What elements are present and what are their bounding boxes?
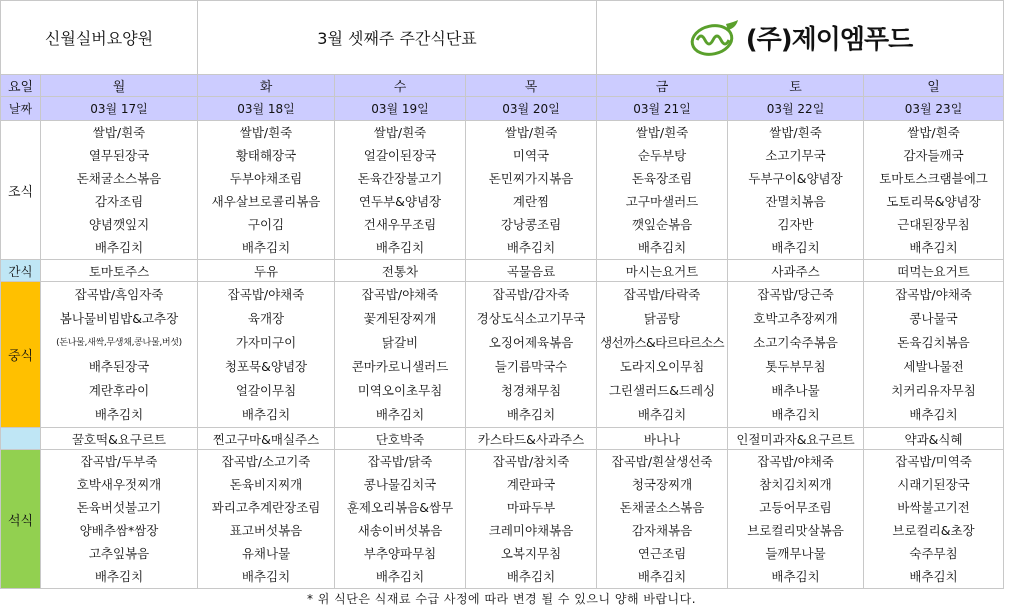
menu-item: 치커리유자무침 [891,382,976,398]
menu-item: 닭곰탕 [643,310,681,326]
org-name: 신월실버요양원 [1,1,198,75]
menu-item: 건새우무조림 [363,217,437,232]
dinner-mon [41,450,198,589]
menu-item: 배추김치 [375,569,425,584]
lunch-mon [41,282,198,428]
menu-item: 돈육장조림 [631,171,693,186]
dinner-sun [864,450,1004,589]
menu-item: 배추김치 [241,406,291,422]
dinner-wed [335,450,466,589]
menu-item: 소고기숙주볶음 [753,334,838,350]
menu-item: 돈민찌가지볶음 [488,171,574,186]
date-wed: 03월 19일 [335,97,466,121]
menu-item: 잡곡밥/야채죽 [757,454,834,469]
menu-item: 훈제오리볶음&쌈무 [346,500,454,515]
menu-item: 생선까스&타르타르소스 [600,334,724,350]
snack-am-row [1,260,1004,282]
menu-item: 시래기된장국 [897,477,970,492]
menu-item: 배추나물 [771,382,820,398]
menu-item: 배추김치 [909,240,958,255]
menu-item: 연두부&양념장 [358,194,442,209]
menu-item: 쌀밥/흰죽 [907,125,960,140]
menu-item: 소고기무국 [765,148,826,163]
menu-item: 브로컬리&초장 [892,523,975,538]
breakfast-wed [335,121,466,260]
day-label: 요일 [1,75,41,97]
date-fri: 03월 21일 [597,97,728,121]
menu-item: 배추김치 [375,240,425,255]
snack-am-sat: 사과주스 [728,260,864,282]
menu-item: 양배추쌈*쌈장 [79,523,159,538]
menu-item: 잡곡밥/야채죽 [895,286,972,302]
menu-item: 고구마샐러드 [625,194,699,209]
snack-pm-fri: 바나나 [597,428,728,450]
menu-item: 배추김치 [909,569,958,584]
menu-item: 김자반 [777,217,814,232]
menu-item: 호박새우젓찌개 [76,477,162,492]
menu-item: 콩나물국 [909,310,958,326]
menu-item: 열무된장국 [88,148,150,163]
dinner-sat [728,450,864,589]
snack-pm-sat: 인절미과자&요구르트 [728,428,864,450]
menu-item: 깻잎순볶음 [631,217,693,232]
menu-item: 바싹불고기전 [897,500,970,515]
menu-item: 들깨무나물 [765,546,826,561]
menu-item: 배추김치 [94,240,144,255]
snack-pm-sun: 약과&식혜 [864,428,1004,450]
date-sun: 03월 23일 [864,97,1004,121]
breakfast-row [1,121,1004,260]
menu-item: 쌀밥/흰죽 [769,125,822,140]
menu-item: 잡곡밥/감자죽 [492,286,570,302]
menu-item: 얼갈이무침 [235,382,297,398]
snack-pm-tue: 찐고구마&매실주스 [198,428,335,450]
menu-item: 콩나물김치국 [363,477,437,492]
menu-item: 배추김치 [637,569,687,584]
snack-am-wed: 전통차 [335,260,466,282]
menu-item: 계란찜 [512,194,550,209]
menu-item: 감자채볶음 [631,523,693,538]
menu-item: 돈육간장불고기 [357,171,443,186]
menu-item: 돈육비지찌개 [229,477,303,492]
breakfast-thu [466,121,597,260]
day-thu: 목 [466,75,597,97]
menu-item: 가자미구이 [235,334,297,350]
menu-item: 돈채굴소스볶음 [76,171,162,186]
menu-item: 얼갈이된장국 [363,148,437,163]
menu-item: 쌀밥/흰죽 [635,125,689,140]
date-row [1,97,1004,121]
date-label: 날짜 [1,97,41,121]
menu-item: 잔멸치볶음 [765,194,826,209]
menu-item: 배추김치 [771,240,820,255]
menu-item: 잡곡밥/타락죽 [623,286,701,302]
menu-item: 황태해장국 [235,148,297,163]
menu-item: 감자조림 [94,194,144,209]
menu-item: 배추김치 [909,406,958,422]
menu-item: 참치김치찌개 [759,477,832,492]
day-sat: 토 [728,75,864,97]
menu-item: 토마토스크램블에그 [879,171,988,186]
date-mon: 03월 17일 [41,97,198,121]
menu-item: 계란파국 [506,477,556,492]
menu-item: 연근조림 [637,546,687,561]
lunch-thu [466,282,597,428]
menu-item: 근대된장무침 [897,217,970,232]
menu-item: 콘마카로니샐러드 [351,358,449,374]
menu-item: 계란후라이 [88,382,150,398]
snack-pm-thu: 카스타드&사과주스 [466,428,597,450]
dinner-row [1,450,1004,589]
menu-item: 두부구이&양념장 [748,171,843,186]
breakfast-label: 조식 [1,121,41,260]
snack-pm-row [1,428,1004,450]
menu-item: 돈육김치볶음 [897,334,970,350]
day-fri: 금 [597,75,728,97]
lunch-fri [597,282,728,428]
menu-item: 고추잎볶음 [88,546,150,561]
lunch-tue [198,282,335,428]
menu-item: 배추김치 [375,406,425,422]
menu-item: 배추김치 [506,406,556,422]
menu-item: 쌀밥/흰죽 [92,125,146,140]
snack-pm-mon: 꿀호떡&요구르트 [41,428,198,450]
breakfast-sun [864,121,1004,260]
menu-item: 브로컬리맛살볶음 [747,523,844,538]
lunch-sat [728,282,864,428]
snack-pm-wed: 단호박죽 [335,428,466,450]
menu-item: 그린샐러드&드레싱 [608,382,716,398]
day-header-row [1,75,1004,97]
footer-note: * 위 식단은 식재료 수급 사정에 따라 변경 될 수 있으니 양해 바랍니다. [306,592,697,606]
date-thu: 03월 20일 [466,97,597,121]
snack-label: 간식 [1,260,41,282]
menu-item: 세발나물전 [903,358,964,374]
menu-item: 배추김치 [637,406,687,422]
menu-item: 고등어무조림 [759,500,832,515]
snack-pm-label [1,428,41,450]
title-row [1,1,1004,75]
menu-item: 마파두부 [506,500,556,515]
menu-item: 감자들깨국 [903,148,964,163]
snack-am-tue: 두유 [198,260,335,282]
menu-item: 배추김치 [771,569,820,584]
menu-item: 잡곡밥/닭죽 [367,454,433,469]
date-tue: 03월 18일 [198,97,335,121]
menu-item: 봄나물비빔밥&고추장 [59,310,179,326]
day-wed: 수 [335,75,466,97]
jm-leaf-icon [688,18,740,58]
snack-am-mon: 토마토주스 [41,260,198,282]
menu-item: 쌀밥/흰죽 [504,125,558,140]
day-tue: 화 [198,75,335,97]
menu-title: 3월 셋째주 주간식단표 [198,1,597,75]
menu-item: 잡곡밥/야채죽 [361,286,439,302]
menu-item: 청포묵&양념장 [224,358,308,374]
day-mon: 월 [41,75,198,97]
menu-item: 꽈리고추계란장조림 [211,500,321,515]
menu-item: 배추김치 [771,406,820,422]
menu-item: 돈육버섯불고기 [76,500,162,515]
menu-item: (돈나물,새싹,무생채,콩나물,버섯) [56,337,182,348]
lunch-row [1,282,1004,428]
menu-item: 크레미야채볶음 [488,523,574,538]
menu-item: 톳두부무침 [765,358,826,374]
breakfast-sat [728,121,864,260]
menu-item: 두부야채조림 [229,171,303,186]
lunch-label: 중식 [1,282,41,428]
breakfast-mon [41,121,198,260]
menu-item: 부추양파무침 [363,546,437,561]
menu-item: 숙주무침 [909,546,958,561]
menu-item: 잡곡밥/흰살생선죽 [611,454,713,469]
menu-item: 도라지오이무침 [619,358,705,374]
menu-item: 호박고추장찌개 [753,310,838,326]
snack-am-sun: 떠먹는요거트 [864,260,1004,282]
menu-item: 배추김치 [506,240,556,255]
menu-item: 쌀밥/흰죽 [373,125,427,140]
menu-item: 유채나물 [241,546,291,561]
menu-item: 표고버섯볶음 [229,523,303,538]
menu-item: 오징어제육볶음 [488,334,574,350]
menu-item: 들기름막국수 [494,358,568,374]
dinner-thu [466,450,597,589]
company-logo: (주)제이엠푸드 [597,1,1004,75]
menu-item: 배추김치 [506,569,556,584]
menu-item: 미역국 [512,148,550,163]
snack-am-thu: 곡물음료 [466,260,597,282]
menu-item: 배추김치 [94,569,144,584]
dinner-fri [597,450,728,589]
lunch-sun [864,282,1004,428]
menu-item: 잡곡밥/미역죽 [895,454,972,469]
menu-item: 오복지무침 [500,546,562,561]
day-sun: 일 [864,75,1004,97]
menu-item: 배추김치 [637,240,687,255]
menu-item: 미역오이초무침 [357,382,443,398]
menu-item: 닭갈비 [381,334,419,350]
menu-item: 새우살브로콜리볶음 [211,194,321,209]
menu-item: 잡곡밥/당근죽 [757,286,834,302]
date-sat: 03월 22일 [728,97,864,121]
menu-item: 잡곡밥/야채죽 [227,286,305,302]
menu-item: 육개장 [247,310,285,326]
menu-item: 쌀밥/흰죽 [239,125,293,140]
lunch-wed [335,282,466,428]
menu-item: 돈채굴소스볶음 [619,500,705,515]
menu-item: 잡곡밥/흑임자죽 [74,286,164,302]
dinner-tue [198,450,335,589]
menu-item: 순두부탕 [637,148,687,163]
breakfast-tue [198,121,335,260]
menu-item: 잡곡밥/두부죽 [80,454,158,469]
menu-item: 꽃게된장찌개 [363,310,437,326]
menu-item: 잡곡밥/소고기죽 [221,454,311,469]
menu-item: 강낭콩조림 [500,217,562,232]
menu-item: 배추김치 [241,240,291,255]
menu-item: 양념깻잎지 [88,217,150,232]
menu-item: 새송이버섯볶음 [357,523,443,538]
menu-item: 청경채무침 [500,382,562,398]
snack-am-fri: 마시는요거트 [597,260,728,282]
menu-item: 배추김치 [241,569,291,584]
menu-item: 배추된장국 [88,358,150,374]
dinner-label: 석식 [1,450,41,589]
menu-item: 구이김 [247,217,285,232]
breakfast-fri [597,121,728,260]
menu-item: 도토리묵&양념장 [886,194,981,209]
menu-item: 배추김치 [94,406,144,422]
menu-item: 경상도식소고기무국 [476,310,586,326]
menu-item: 잡곡밥/참치죽 [492,454,570,469]
menu-item: 청국장찌개 [631,477,693,492]
